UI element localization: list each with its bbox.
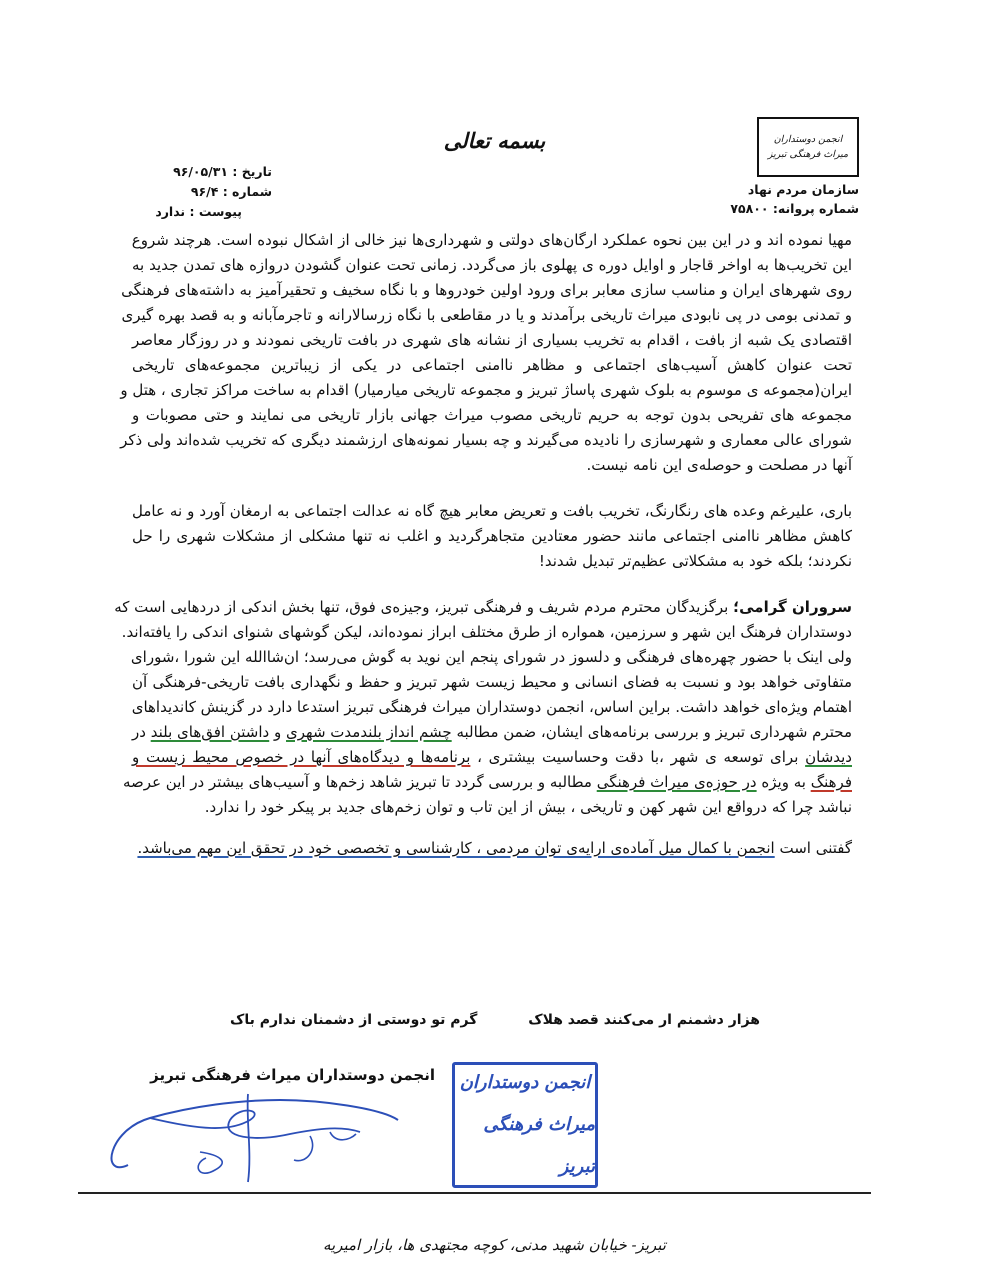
stamp-line-1: انجمن دوستداران xyxy=(459,1072,591,1093)
text-line: تحت عنوان کاهش آسیب‌های اجتماعی و مظاهر ناامنی اجتماعی در یکی از زیباترین مجموعه‌های تاریخی xyxy=(132,356,852,374)
text-line xyxy=(132,720,852,745)
text-line: اهتمام ویژه‌ای خواهد داشت. براین اساس، انجمن دوستداران میراث فرهنگی تبریز استدعا دارد در گزینش کاندیداهای xyxy=(131,698,852,716)
paragraph-1 xyxy=(120,228,852,478)
text-run: محترم شهرداری تبریز و بررسی برنامه‌های ایشان، ضمن مطالبه xyxy=(451,723,852,741)
text-line: شورای عالی معماری و شهرسازی را نادیده می‌گیرند و چه بسیار نمونه‌های ارزشمند دیگری که تخریب شده‌اند ولی ذکر xyxy=(120,431,852,449)
underlined-phrase: برنامه‌ها و دیدگاه‌های آنها در خصوص محیط زیست و xyxy=(132,748,471,766)
footer-divider xyxy=(78,1192,871,1194)
underlined-phrase: داشتن افق‌های بلند xyxy=(150,723,270,741)
text-line: متفاوتی خواهد بود و نسبت به فضای انسانی و محیط زیست شهر تبریز و حفظ و نگهداری بافت تاریخی-فرهنگی آن xyxy=(132,673,852,691)
paragraph-2 xyxy=(132,499,852,574)
text-line: آنها در مصلحت و حوصله‌ی این نامه نیست. xyxy=(586,456,852,474)
text-run: و xyxy=(269,723,287,741)
date-row xyxy=(140,162,272,182)
text-line xyxy=(123,770,852,795)
logo-line-2: میراث فرهنگی تبریز xyxy=(767,149,849,160)
underlined-phrase: دیدشان xyxy=(805,748,852,766)
text-line: ولی اینک با حضور چهره‌های فرهنگی و دلسوز در شورای پنجم این نوید به گوش می‌رسد؛ ان‌شاالله این شورا ،شورای xyxy=(130,648,852,666)
text-line: و تمدنی بومی در پی نابودی میراث تاریخی برآمدند و یا در مقاطعی با نگاه زرسالارانه و تاجرمآبانه و به قصد بهره گیری xyxy=(121,306,852,324)
invocation-heading: بسمه تعالی xyxy=(443,128,546,153)
text-line xyxy=(114,595,852,620)
number-value: ۹۶/۴ xyxy=(190,184,219,199)
number-row xyxy=(140,182,272,202)
text-run: در xyxy=(132,723,151,741)
text-line: اقتصادی یک شبه از بافت ، اقدام به تخریب بسیاری از نشانه های شهری در بافت تاریخی نمودند و در روزگار معاصر xyxy=(132,331,852,349)
underlined-phrase: فرهنگ xyxy=(810,773,852,791)
text-line: مجموعه های تفریحی بدون توجه به حریم تاریخی مصوب میراث جهانی بازار تاریخی می نمایند و حتی مصوبات و xyxy=(132,406,852,424)
stamp-line-2: میراث فرهنگی تبریز xyxy=(483,1114,595,1177)
date-value: ۹۶/۰۵/۳۱ xyxy=(173,164,228,179)
paragraph-3 xyxy=(114,595,852,820)
text-line: روی شهرهای ایران و مناسب سازی معابر برای ورود اولین خودروها و با نگاه سخیف و تحقیرآمیز به داشته‌های فرهنگی xyxy=(121,281,852,299)
letter-meta xyxy=(140,162,272,222)
org-logo xyxy=(757,117,859,177)
poem-hemistich-1: هزار دشمنم ار می‌کنند قصد هلاک xyxy=(528,1012,760,1028)
text-line: ایران(مجموعه ی موسوم به بلوک شهری پاساژ تبریز و مجموعه تاریخی میارمیار) اقدام به ساخت مراکز تجاری ، هتل و xyxy=(120,381,852,399)
paragraph-4 xyxy=(132,836,852,861)
salutation-rest: برگزیدگان محترم مردم شریف و فرهنگی تبریز، وجیزه‌ی فوق، تنها بخش اندکی از دردهایی است که xyxy=(114,598,734,616)
underlined-phrase: چشم انداز بلندمدت شهری xyxy=(286,723,452,741)
text-run: برای توسعه ی شهر ،با دقت وحساسیت بیشتری ، xyxy=(470,748,806,766)
text-run: مطالبه و بررسی گردد تا تبریز شاهد زخم‌ها و آسیب‌های بیشتر در این عرصه xyxy=(123,773,597,791)
org-type: سازمان مردم نهاد xyxy=(747,182,859,197)
underlined-phrase: انجمن با کمال میل آماده‌ی ارایه‌ی توان مردمی ، کارشناسی و تخصصی خود در تحقق این مهم می‌باشد. xyxy=(137,839,775,857)
text-line: این تخریب‌ها به اواخر قاجار و اوایل دوره ی پهلوی باز می‌گردد. زمانی تحت عنوان گشودن دروازه های تمدن جدید به xyxy=(132,256,852,274)
license-number: ۷۵۸۰۰ xyxy=(730,201,769,216)
text-line xyxy=(132,745,852,770)
attachment-row xyxy=(140,202,242,222)
signer-name: انجمن دوستداران میراث فرهنگی تبریز xyxy=(150,1066,435,1084)
text-line: مهیا نموده اند و در این بین نحوه عملکرد ارگان‌های دولتی و شهرداری‌ها نیز خالی از اشکال نبوده است. هرچند شروع xyxy=(131,231,852,249)
text-line: دوستداران فرهنگ این شهر و سرزمین، همواره از طرق مختلف ابراز نموده‌اند، لیکن گوشهای شنوای اندکی را یافته‌اند. xyxy=(121,623,852,641)
text-line xyxy=(132,836,852,861)
attachment-label: پیوست : xyxy=(189,204,242,219)
letter-body xyxy=(114,228,852,861)
text-line: نکردند؛ بلکه خود به مشکلاتی عظیم‌تر تبدیل شدند! xyxy=(538,552,852,570)
logo-line-1: انجمن دوستداران xyxy=(773,134,843,145)
attachment-value: ندارد xyxy=(155,204,186,219)
closing-poem xyxy=(230,1012,760,1028)
text-line: نباشد چرا که درواقع این شهر کهن و تاریخی ، بیش از این تاب و توان زخم‌های جدید بر پیکر خود را ندارد. xyxy=(204,798,852,816)
text-line: کاهش مظاهر ناامنی اجتماعی مانند حضور معتادین متجاهرگردید و اغلب نه تنها مشکلی از مشکلات شهری را حل xyxy=(132,527,852,545)
text-run: گفتنی است xyxy=(774,839,852,857)
official-stamp xyxy=(452,1062,598,1188)
underlined-phrase: در حوزه‌ی میراث فرهنگی xyxy=(596,773,757,791)
salutation: سروران گرامی؛ xyxy=(733,598,852,616)
license-label: شماره پروانه: xyxy=(772,201,859,216)
handwritten-signature xyxy=(80,1060,410,1195)
text-line: باری، علیرغم وعده های رنگارنگ، تخریب بافت و تعریض معابر هیچ گاه نه عدالت اجتماعی به ارمغان آورد و نه عامل xyxy=(132,502,852,520)
license-row xyxy=(730,199,859,218)
date-label: تاریخ : xyxy=(232,164,272,179)
text-run: به ویژه xyxy=(756,773,811,791)
org-info xyxy=(730,180,859,218)
footer-address: تبریز- خیابان شهید مدنی، کوچه مجتهدی ها، بازار امیریه xyxy=(322,1236,666,1254)
poem-hemistich-2: گرم تو دوستی از دشمنان ندارم باک xyxy=(230,1012,478,1028)
number-label: شماره : xyxy=(222,184,272,199)
